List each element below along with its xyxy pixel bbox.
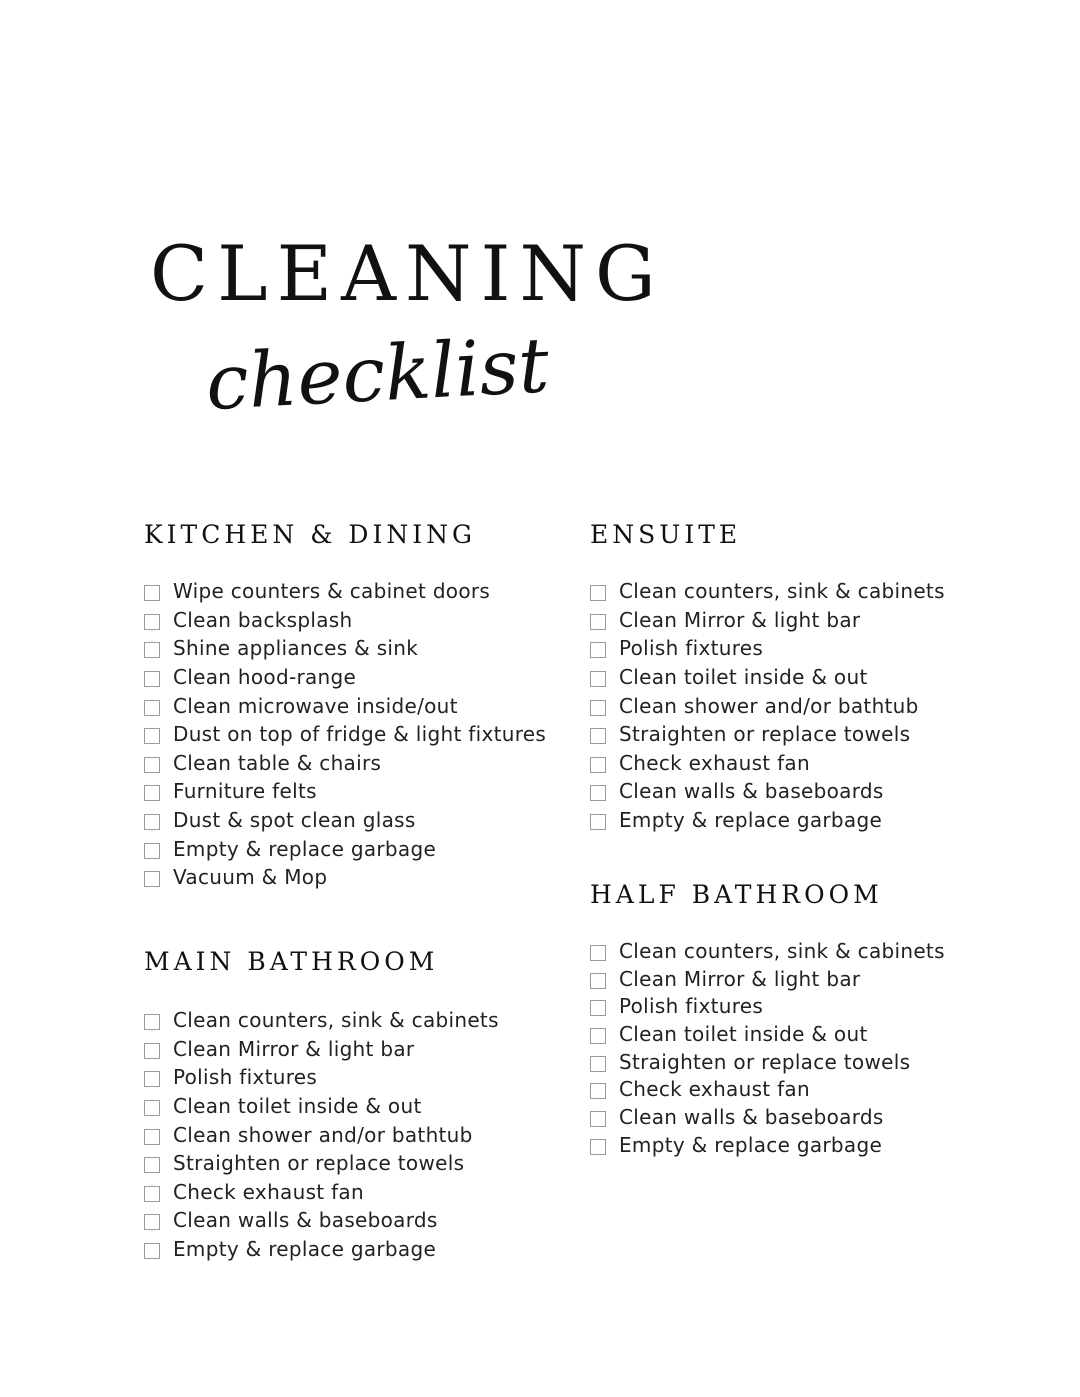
checkbox[interactable] (144, 585, 160, 601)
checklist-item-label: Clean toilet inside & out (619, 665, 868, 690)
checkbox[interactable] (144, 614, 160, 630)
section-heading-half-bathroom: HALF BATHROOM (590, 880, 883, 909)
checklist-item (144, 720, 546, 749)
checklist-ensuite (590, 577, 945, 834)
checklist-item-label: Clean counters, sink & cabinets (619, 938, 945, 963)
checkbox[interactable] (590, 642, 606, 658)
checklist-item-label: Clean shower and/or bathtub (173, 1122, 473, 1147)
section-kitchen-dining (144, 520, 546, 892)
checkbox[interactable] (144, 757, 160, 773)
checkbox[interactable] (590, 700, 606, 716)
checklist-item (590, 1131, 945, 1159)
checkbox[interactable] (144, 1129, 160, 1145)
checklist-item-label: Clean toilet inside & out (173, 1094, 422, 1119)
checkbox[interactable] (144, 728, 160, 744)
checklist-item (590, 937, 945, 965)
checklist-item-label: Furniture felts (173, 779, 317, 804)
checklist-item (144, 1149, 499, 1178)
checklist-item-label: Straighten or replace towels (173, 1151, 465, 1176)
checklist-item (590, 1103, 945, 1131)
checkbox[interactable] (144, 642, 160, 658)
checklist-item-label: Clean Mirror & light bar (619, 607, 861, 632)
checkbox[interactable] (590, 973, 606, 989)
checkbox[interactable] (144, 700, 160, 716)
checklist-item (144, 1206, 499, 1235)
checkbox[interactable] (144, 1014, 160, 1030)
checklist-item (144, 1092, 499, 1121)
checklist-item (144, 834, 546, 863)
checklist-item (144, 1006, 499, 1035)
checkbox[interactable] (144, 1157, 160, 1173)
checkbox[interactable] (590, 1028, 606, 1044)
checklist-item-label: Polish fixtures (619, 636, 764, 661)
checklist-item (590, 663, 945, 692)
checkbox[interactable] (144, 671, 160, 687)
checklist-item (590, 1048, 945, 1076)
checklist-item-label: Empty & replace garbage (619, 808, 883, 833)
checklist-item (144, 606, 546, 635)
checkbox[interactable] (144, 843, 160, 859)
checklist-item-label: Clean Mirror & light bar (619, 966, 861, 991)
checklist-item-label: Empty & replace garbage (619, 1132, 883, 1157)
checklist-item-label: Clean walls & baseboards (619, 779, 884, 804)
checkbox[interactable] (590, 1056, 606, 1072)
checkbox[interactable] (144, 1071, 160, 1087)
checklist-item (590, 1020, 945, 1048)
checklist-item (590, 720, 945, 749)
checkbox[interactable] (144, 871, 160, 887)
section-heading-main-bathroom: MAIN BATHROOM (144, 947, 439, 976)
checklist-item (144, 691, 546, 720)
checklist-item (144, 863, 546, 892)
checklist-item-label: Wipe counters & cabinet doors (173, 579, 491, 604)
checkbox[interactable] (590, 814, 606, 830)
checklist-item-label: Clean hood-range (173, 665, 357, 690)
checklist-item-label: Clean microwave inside/out (173, 693, 458, 718)
checklist-item (590, 749, 945, 778)
checklist-item (144, 577, 546, 606)
checklist-item-label: Polish fixtures (619, 994, 764, 1019)
checkbox[interactable] (144, 814, 160, 830)
checklist-item (590, 992, 945, 1020)
checklist-item (590, 965, 945, 993)
page-subtitle: checklist (203, 320, 552, 428)
checklist-item-label: Vacuum & Mop (173, 865, 328, 890)
checkbox[interactable] (590, 785, 606, 801)
checklist-item-label: Dust & spot clean glass (173, 808, 416, 833)
checkbox[interactable] (590, 945, 606, 961)
checklist-item (144, 634, 546, 663)
checkbox[interactable] (144, 1186, 160, 1202)
checklist-item (144, 1178, 499, 1207)
checklist-item (590, 1075, 945, 1103)
checklist-item (144, 777, 546, 806)
checkbox[interactable] (590, 614, 606, 630)
checkbox[interactable] (590, 757, 606, 773)
checklist-item (590, 777, 945, 806)
section-main-bathroom (144, 947, 499, 1263)
checkbox[interactable] (590, 671, 606, 687)
section-ensuite (590, 520, 945, 834)
checkbox[interactable] (144, 1214, 160, 1230)
checklist-item (144, 1120, 499, 1149)
checklist-item-label: Empty & replace garbage (173, 836, 437, 861)
checklist-item (144, 663, 546, 692)
checklist-item (144, 749, 546, 778)
checkbox[interactable] (590, 585, 606, 601)
checklist-item-label: Clean counters, sink & cabinets (173, 1008, 499, 1033)
checkbox[interactable] (144, 785, 160, 801)
checklist-item-label: Empty & replace garbage (173, 1237, 437, 1262)
page-title: CLEANING (150, 229, 665, 318)
checklist-item-label: Shine appliances & sink (173, 636, 419, 661)
checklist-kitchen-dining (144, 577, 546, 892)
checkbox[interactable] (144, 1243, 160, 1259)
checklist-item-label: Clean walls & baseboards (619, 1104, 884, 1129)
checkbox[interactable] (144, 1100, 160, 1116)
checklist-item (590, 634, 945, 663)
section-half-bathroom (590, 880, 945, 1159)
checklist-item (590, 606, 945, 635)
checklist-item-label: Straighten or replace towels (619, 722, 911, 747)
checkbox[interactable] (590, 1083, 606, 1099)
checklist-item (144, 1063, 499, 1092)
checkbox[interactable] (590, 1139, 606, 1155)
checklist-item-label: Clean Mirror & light bar (173, 1036, 415, 1061)
checklist-item (590, 577, 945, 606)
checklist-item-label: Check exhaust fan (619, 1077, 810, 1102)
checkbox[interactable] (590, 728, 606, 744)
checklist-item-label: Polish fixtures (173, 1065, 318, 1090)
checklist-item-label: Clean table & chairs (173, 750, 382, 775)
checklist-item (144, 1035, 499, 1064)
checklist-item (590, 806, 945, 835)
page-subtitle-script (200, 318, 560, 438)
checklist-item-label: Check exhaust fan (619, 750, 810, 775)
checklist-main-bathroom (144, 1006, 499, 1263)
checklist-half-bathroom (590, 937, 945, 1159)
checklist-item-label: Dust on top of fridge & light fixtures (173, 722, 547, 747)
checklist-item (590, 691, 945, 720)
checklist-item-label: Check exhaust fan (173, 1179, 364, 1204)
checklist-item (144, 1235, 499, 1264)
checkbox[interactable] (590, 1000, 606, 1016)
checklist-item-label: Clean shower and/or bathtub (619, 693, 919, 718)
section-heading-kitchen-dining: KITCHEN & DINING (144, 520, 476, 549)
checklist-item-label: Clean walls & baseboards (173, 1208, 438, 1233)
checklist-item-label: Clean toilet inside & out (619, 1021, 868, 1046)
checklist-item-label: Clean counters, sink & cabinets (619, 579, 945, 604)
checklist-item (144, 806, 546, 835)
checkbox[interactable] (590, 1111, 606, 1127)
checklist-item-label: Clean backsplash (173, 607, 353, 632)
checklist-item-label: Straighten or replace towels (619, 1049, 911, 1074)
checkbox[interactable] (144, 1043, 160, 1059)
section-heading-ensuite: ENSUITE (590, 520, 742, 549)
